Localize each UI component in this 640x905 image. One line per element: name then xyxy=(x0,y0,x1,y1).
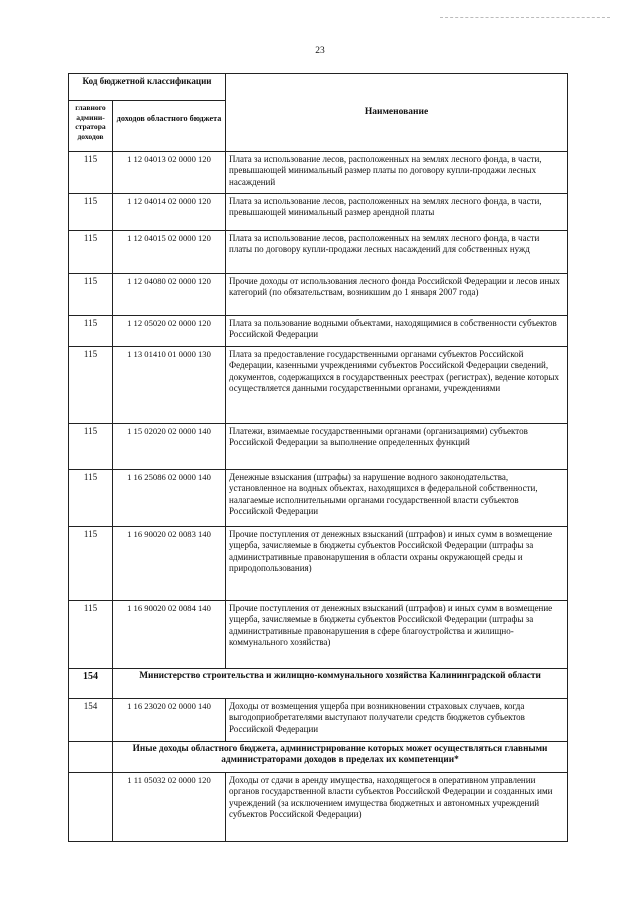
ministry-code: 154 xyxy=(69,669,113,699)
header-income: доходов областного бюджета xyxy=(113,101,226,152)
income-code: 1 16 25086 02 0000 140 xyxy=(113,470,226,527)
ministry-title: Министерство строительства и жилищно-коммунального хозяйства Калининградской области xyxy=(113,669,568,699)
table-body xyxy=(69,74,568,842)
income-name: Плата за предоставление государственными органами субъектов Российской Федерации, казенными учреждениями субъектов Российской Федерации сведений, документов, содержащихся в государственных реестрах (регистрах), ведение которых осуществляется данными государственными органами, учреждениями xyxy=(226,347,568,424)
income-code: 1 16 90020 02 0084 140 xyxy=(113,601,226,669)
other-section-code xyxy=(69,742,113,773)
table-row xyxy=(69,231,568,274)
income-name: Прочие поступления от денежных взысканий (штрафов) и иных сумм в возмещение ущерба, зачисляемые в бюджеты субъектов Российской Федерации (штрафы за административные правонарушения в сфере благоустройства и жилищно-коммунального хозяйства) xyxy=(226,601,568,669)
header-name: Наименование xyxy=(226,74,568,152)
table-row xyxy=(69,274,568,316)
admin-code: 115 xyxy=(69,470,113,527)
admin-code: 115 xyxy=(69,274,113,316)
income-name: Доходы от сдачи в аренду имущества, находящегося в оперативном управлении органов государственной власти субъектов Российской Федерации и созданных ими учреждений (за исключением имущества бюджетных и автономных учреждений субъектов Российской Федерации) xyxy=(226,773,568,842)
admin-code: 154 xyxy=(69,699,113,742)
admin-code: 115 xyxy=(69,194,113,231)
ministry-row xyxy=(69,669,568,699)
table-row xyxy=(69,773,568,842)
table-row xyxy=(69,194,568,231)
income-code: 1 15 02020 02 0000 140 xyxy=(113,424,226,470)
budget-classification-table xyxy=(68,73,568,842)
income-code: 1 16 23020 02 0000 140 xyxy=(113,699,226,742)
admin-code: 115 xyxy=(69,347,113,424)
income-code: 1 11 05032 02 0000 120 xyxy=(113,773,226,842)
other-section-row xyxy=(69,742,568,773)
table-row xyxy=(69,316,568,347)
header-row-1 xyxy=(69,74,568,101)
header-admin: главного админи-стратора доходов xyxy=(69,101,113,152)
income-name: Денежные взыскания (штрафы) за нарушение водного законодательства, установленное на водных объектах, находящихся в федеральной собственности, налагаемые исполнительными органами государственной власти субъектов Российской Федерации xyxy=(226,470,568,527)
income-name: Доходы от возмещения ущерба при возникновении страховых случаев, когда выгодоприобретателями выступают получатели средств бюджетов субъектов Российской Федерации xyxy=(226,699,568,742)
income-code: 1 12 04080 02 0000 120 xyxy=(113,274,226,316)
income-code: 1 12 04015 02 0000 120 xyxy=(113,231,226,274)
table-row xyxy=(69,699,568,742)
income-code: 1 16 90020 02 0083 140 xyxy=(113,527,226,601)
admin-code: 115 xyxy=(69,316,113,347)
income-code: 1 12 05020 02 0000 120 xyxy=(113,316,226,347)
admin-code: 115 xyxy=(69,601,113,669)
admin-code: 115 xyxy=(69,424,113,470)
table-row xyxy=(69,152,568,194)
table-row xyxy=(69,470,568,527)
income-code: 1 12 04013 02 0000 120 xyxy=(113,152,226,194)
income-name: Плата за использование лесов, расположенных на землях лесного фонда, в части, превышающей минимальный размер платы по договору купли-продажи лесных насаждений xyxy=(226,152,568,194)
table-row xyxy=(69,527,568,601)
other-section-title: Иные доходы областного бюджета, администрирование которых может осуществляться главными администраторами доходов в пределах их компетенции* xyxy=(113,742,568,773)
income-name: Плата за использование лесов, расположенных на землях лесного фонда, в части платы по договору купли-продажи лесных насаждений для собственных нужд xyxy=(226,231,568,274)
income-code: 1 13 01410 01 0000 130 xyxy=(113,347,226,424)
income-name: Плата за использование лесов, расположенных на землях лесного фонда, в части, превышающей минимальный размер арендной платы xyxy=(226,194,568,231)
admin-code xyxy=(69,773,113,842)
income-name: Плата за пользование водными объектами, находящимися в собственности субъектов Российской Федерации xyxy=(226,316,568,347)
admin-code: 115 xyxy=(69,231,113,274)
table-row xyxy=(69,347,568,424)
income-code: 1 12 04014 02 0000 120 xyxy=(113,194,226,231)
income-name: Прочие доходы от использования лесного фонда Российской Федерации и лесов иных категорий (по обязательствам, возникшим до 1 января 2007 года) xyxy=(226,274,568,316)
table-row xyxy=(69,424,568,470)
scan-artifact xyxy=(440,17,610,20)
income-name: Прочие поступления от денежных взысканий (штрафов) и иных сумм в возмещение ущерба, зачисляемые в бюджеты субъектов Российской Федерации (штрафы за административные правонарушения в области охраны окружающей среды и природопользования) xyxy=(226,527,568,601)
header-group: Код бюджетной классификации xyxy=(69,74,226,101)
admin-code: 115 xyxy=(69,527,113,601)
income-name: Платежи, взимаемые государственными органами (организациями) субъектов Российской Федерации за выполнение определенных функций xyxy=(226,424,568,470)
table-row xyxy=(69,601,568,669)
page-number: 23 xyxy=(315,46,325,56)
admin-code: 115 xyxy=(69,152,113,194)
